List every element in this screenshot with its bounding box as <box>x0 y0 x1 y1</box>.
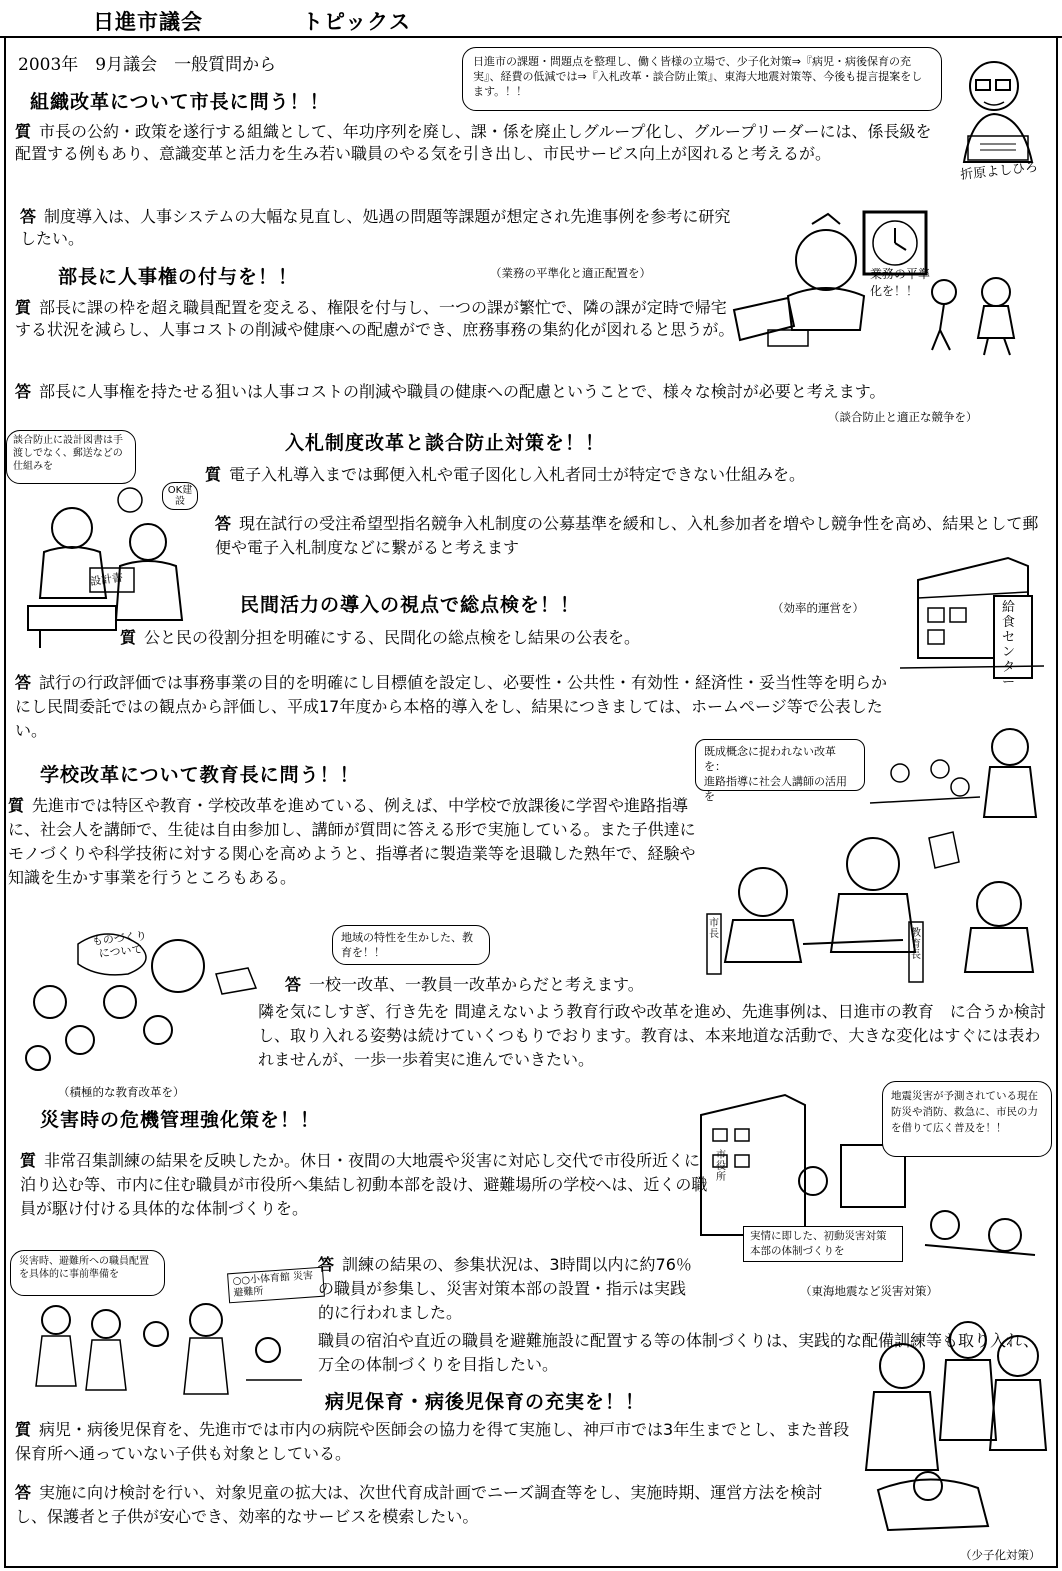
heading-organization-reform: 組織改革について市長に問う！！ <box>30 91 330 113</box>
illus-label-monozukuri: ものづくりについて <box>91 929 148 961</box>
a-label: 答 <box>20 207 37 226</box>
a-label: 答 <box>285 975 302 994</box>
answer-private-sector <box>15 671 895 743</box>
assembly-illustration <box>703 822 1048 992</box>
question-text: 部長に課の枠を超え職員配置を変える、権限を付与し、一つの課が繁忙で、隣の課が定時で帰宅する状況を減らし、人事コストの削減や健康への配慮ができ、庶務事務の集約化が図れると思うが。 <box>15 298 735 339</box>
question-text: 電子入札導入までは郵便入札や電子図化し入札者同士が特定できない仕組みを。 <box>229 465 806 484</box>
q-label: 質 <box>15 298 32 317</box>
question-text: 先進市では特区や教育・学校改革を進めている、例えば、中学校で放課後に学習や進路指導に、社会人を講師で、生徒は自由参加し、講師が質問に答える形で実施している。また子供達にモノづくりや科学技術に対する関心を高めようと、指導者に製造業等を退職した熟年で、経験や知識を生かす事業を行うところもある。 <box>8 796 696 887</box>
answer-school-reform-lead <box>285 974 785 996</box>
caption-bidding: （談合防止と適正な競争を） <box>828 410 978 424</box>
answer-sick-child-care <box>15 1481 850 1529</box>
regional-speech-bubble: 地域の特性を生かした、教育を！！ <box>332 925 490 965</box>
q-label: 質 <box>205 465 222 484</box>
heading-sick-child-care: 病児保育・病後児保育の充実を！！ <box>325 1391 646 1413</box>
bidding-speech-bubble: 談合防止に設計図書は手渡しでなく、郵送などの仕組みを <box>6 430 136 484</box>
intro-speech-bubble: 日進市の課題・問題点を整理し、働く皆様の立場で、少子化対策⇒『病児・病後保育の充実』、経費の低減では⇒『入札改革・談合防止策』、東海大地震対策等、今後も提言提案をします。！！ <box>462 47 942 111</box>
a-label: 答 <box>318 1255 335 1274</box>
answer-disaster-body: 職員の宿泊や直近の職員を避難施設に配置する等の体制づくりは、実践的な配備訓練等も取り入れ、万全の体制づくりを目指したい。 <box>318 1331 1039 1374</box>
school-speech-bubble: 既成概念に捉われない改革を： 進路指導に社会人講師の活用を <box>695 739 865 791</box>
heading-personnel-authority: 部長に人事権の付与を！！ <box>58 266 299 288</box>
illus-label-city-hall: 市役所 <box>716 1150 726 1183</box>
illus-label-ok-construction: OK建設 <box>162 482 198 510</box>
answer-personnel-authority <box>15 381 1045 403</box>
caption-birthrate: （少子化対策） <box>960 1548 1041 1562</box>
caption-efficiency: （効率的運営を） <box>772 601 864 615</box>
disaster-speech-bubble-right: 地震災害が予測されている現在防災や消防、救急に、市民の力を借りて広く普及を！！ <box>882 1081 1052 1157</box>
illus-label-superintendent: 教育長 <box>911 928 921 961</box>
answer-text: 試行の行政評価では事務事業の目的を明確にし目標値を設定し、必要性・公共性・有効性・経済性・妥当性等を明らかにし民間委託ではの観点から評価し、平成17年度から本格的導入をし、結果につきましては、ホームページ等で公表したい。 <box>15 673 888 740</box>
classroom-illustration <box>860 717 1054 825</box>
answer-organization-reform <box>20 206 740 250</box>
question-text: 非常召集訓練の結果を反映したか。休日・夜間の大地震や災害に対応し交代で市役所近くに泊り込む等、市内に住む職員が市役所へ集結し初動本部を設け、避難場所の学校へは、近くの職員が駆け付ける具体的な体制づくりを。 <box>20 1151 708 1218</box>
caption-disaster: （東海地震など災害対策） <box>800 1284 938 1298</box>
a-label: 答 <box>15 673 32 692</box>
disaster-speech-bubble-left: 災害時、避難所への職員配置を具体的に事前準備を <box>10 1250 165 1296</box>
illus-label-mayor: 市長 <box>709 918 719 940</box>
q-label: 質 <box>120 628 137 647</box>
question-text: 病児・病後児保育を、先進市では市内の病院や医師会の協力を得て実施し、神戸市では3年生までとし、また普段保育所へ通っていない子供も対象としている。 <box>15 1420 850 1463</box>
question-sick-child-care <box>15 1418 850 1466</box>
heading-disaster-management: 災害時の危機管理強化策を！！ <box>40 1109 321 1131</box>
illus-label-evacuation-site: ○○小体育館 災害避難所 <box>227 1267 325 1304</box>
answer-disaster-lead <box>318 1253 698 1325</box>
a-label: 答 <box>15 1483 32 1502</box>
illus-label-design-doc: 設計書 <box>89 570 124 589</box>
answer-text: 一校一改革、一教員一改革からだと考えます。 <box>309 975 644 994</box>
page-header <box>0 0 1062 38</box>
illus-label-leveling: 業務の平準化を！！ <box>870 267 931 298</box>
caption-education: （積極的な教育改革を） <box>58 1085 185 1099</box>
heading-school-reform: 学校改革について教育長に問う！！ <box>40 764 360 786</box>
evacuation-illustration <box>6 1290 306 1402</box>
question-text: 市長の公約・政策を遂行する組織として、年功序列を廃し、課・係を廃止しグループ化し、グループリーダーには、係長級を配置する例もあり、意識変革と活力を生み若い職員のやる気を引き出し、市民サービス向上が図れると考えるが。 <box>15 122 932 163</box>
header-left-title: 日進市議会 <box>93 10 203 34</box>
caption-personnel: （業務の平準化と適正配置を） <box>490 266 651 280</box>
answer-text: 現在試行の受注希望型指名競争入札制度の公募基準を緩和し、入札参加者を増やし競争性を高め、結果として郵便や電子入札制度などに繋がると考えます <box>215 514 1039 557</box>
a-label: 答 <box>215 514 232 533</box>
question-personnel-authority <box>15 297 735 341</box>
answer-text: 部長に人事権を持たせる狙いは人事コストの削減や職員の健康への配慮ということで、様々な検討が必要と考えます。 <box>39 382 886 401</box>
doctor-patient-illustration <box>858 1300 1054 1550</box>
question-disaster-management <box>20 1149 710 1221</box>
answer-text: 制度導入は、人事システムの大幅な見直し、処遇の問題等課題が想定され先進事例を参考に研究したい。 <box>20 207 731 248</box>
answer-text: 訓練の結果の、参集状況は、3時間以内に約76％の職員が参集し、災害対策本部の設置・指示は実践的に行われました。 <box>318 1255 692 1322</box>
question-organization-reform <box>15 121 935 165</box>
q-label: 質 <box>15 1420 32 1439</box>
a-label: 答 <box>15 382 32 401</box>
school-lunch-center-illustration <box>898 548 1048 683</box>
heading-private-sector: 民間活力の導入の視点で総点検を！！ <box>240 594 581 616</box>
question-bidding-reform <box>205 464 1005 486</box>
q-label: 質 <box>8 796 25 815</box>
signature: 折原よしひろ <box>959 159 1039 184</box>
date-line: 2003年 9月議会 一般質問から <box>18 55 277 75</box>
q-label: 質 <box>20 1151 37 1170</box>
header-right-title: トピックス <box>302 10 411 34</box>
disaster-box-note: 実情に即した、初動災害対策本部の体制づくりを <box>743 1226 903 1262</box>
heading-bidding-reform: 入札制度改革と談合防止対策を！！ <box>285 432 606 454</box>
q-label: 質 <box>15 122 32 141</box>
illus-label-lunch-center: 給食センター <box>1002 600 1016 690</box>
question-text: 公と民の役割分担を明確にする、民間化の総点検をし結果の公表を。 <box>144 628 641 647</box>
answer-text: 実施に向け検討を行い、対象児童の拡大は、次世代育成計画でニーズ調査等をし、実施時期、運営方法を検討し、保護者と子供が安心でき、効率的なサービスを模索したい。 <box>15 1483 823 1526</box>
question-private-sector <box>120 627 840 649</box>
answer-school-reform-body: 隣を気にしすぎ、行き先を 間違えないよう教育行政や改革を進め、先進事例は、日進市の教育 に合うか検討し、取り入れる姿勢は続けていくつもりでおります。教育は、本来地道な活動で、大きな変化はすぐには表われませんが、一歩一歩着実に進んでいきたい。 <box>258 1002 1046 1069</box>
question-school-reform <box>8 794 698 890</box>
